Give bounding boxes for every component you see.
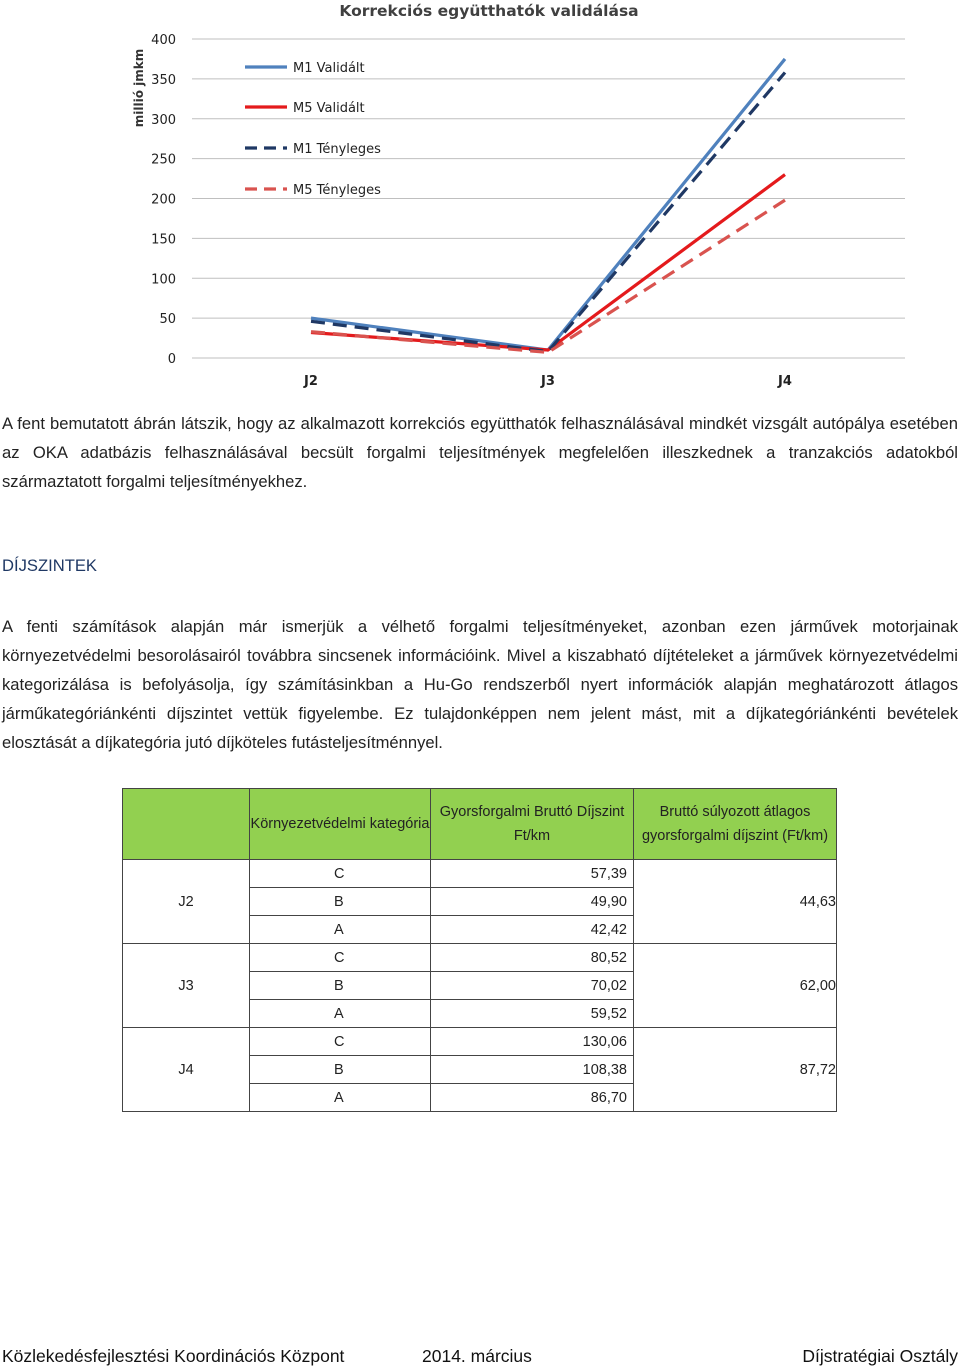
- legend-label: M5 Tényleges: [293, 183, 381, 198]
- y-tick-label: 0: [167, 352, 176, 367]
- fee-cell: 130,06: [431, 1028, 634, 1056]
- table-header-row: [123, 789, 837, 860]
- category-cell: A: [250, 1000, 431, 1028]
- series-line: [311, 72, 785, 351]
- y-tick-label: 250: [151, 152, 176, 168]
- table-row: [123, 1028, 837, 1056]
- fee-cell: 108,38: [431, 1056, 634, 1084]
- fee-cell: 86,70: [431, 1084, 634, 1112]
- category-cell: B: [250, 888, 431, 916]
- paragraph-chart-description: A fent bemutatott ábrán látszik, hogy az alkalmazott korrekciós együtthatók felhasználásával mindkét vizsgált autópálya esetében az OKA adatbázis felhasználásával becsült forgalmi teljesítmények megfelelően illeszkednek a tranzakciós adatokból származtatott forgalmi teljesítményekhez.: [2, 414, 958, 491]
- footer-department: Díjstratégiai Osztály: [802, 1346, 958, 1366]
- category-cell: A: [250, 916, 431, 944]
- fee-cell: 70,02: [431, 972, 634, 1000]
- section-heading: DÍJSZINTEK: [2, 556, 97, 575]
- x-tick-label: J2: [304, 374, 318, 389]
- average-cell: 44,63: [634, 860, 837, 944]
- chart-grid: [192, 39, 905, 358]
- header-road: [123, 789, 250, 860]
- category-cell: B: [250, 972, 431, 1000]
- category-cell: A: [250, 1084, 431, 1112]
- chart-series: [311, 59, 785, 352]
- paragraph-fee-levels: A fenti számítások alapján már ismerjük a vélhető forgalmi teljesítményeket, azonban ezen járművek motorjainak környezetvédelmi besorolásairól továbbra sincsenek információink. Mivel a kiszabható díjtételeket a járművek környezetvédelmi kategorizálása is befolyásolja, így számításinkban a Hu-Go rendszerből nyert információk alapján meghatározott átlagos járműkategóriánkénti díjszintet vettük figyelembe. Ez tulajdonképpen nem jelent mást, mit a díjkategóriánkénti bevételek elosztását a díjkategória jutó díjköteles futásteljesítménnyel.: [2, 617, 958, 752]
- chart-title: Korrekciós együtthatók validálása: [339, 2, 639, 20]
- category-cell: C: [250, 1028, 431, 1056]
- header-gross-fee: Gyorsforgalmi Bruttó Díjszint Ft/km: [431, 789, 634, 860]
- legend-label: M1 Tényleges: [293, 142, 381, 157]
- category-cell: C: [250, 860, 431, 888]
- y-tick-label: 200: [151, 192, 176, 208]
- x-tick-labels: [303, 374, 792, 389]
- footer-date: 2014. március: [422, 1346, 532, 1366]
- y-tick-label: 150: [151, 232, 176, 248]
- table-row: [123, 860, 837, 888]
- fee-cell: 59,52: [431, 1000, 634, 1028]
- fee-cell: 42,42: [431, 916, 634, 944]
- road-cell: J4: [123, 1028, 250, 1112]
- footer-organization: Közlekedésfejlesztési Koordinációs Központ: [2, 1346, 345, 1366]
- x-tick-label: J3: [541, 374, 555, 389]
- chart-legend: [245, 61, 381, 198]
- average-cell: 62,00: [634, 944, 837, 1028]
- table-row: [123, 944, 837, 972]
- y-tick-labels: [151, 33, 176, 367]
- validation-chart: [0, 0, 960, 392]
- y-tick-label: 400: [151, 33, 176, 48]
- page-footer: [0, 1346, 960, 1372]
- series-line: [311, 59, 785, 350]
- series-line: [311, 175, 785, 350]
- fee-cell: 80,52: [431, 944, 634, 972]
- category-cell: C: [250, 944, 431, 972]
- average-cell: 87,72: [634, 1028, 837, 1112]
- category-cell: B: [250, 1056, 431, 1084]
- fee-level-table: [122, 788, 837, 1112]
- x-tick-label: J4: [778, 374, 792, 389]
- header-weighted-average: Bruttó súlyozott átlagos gyorsforgalmi díjszint (Ft/km): [634, 789, 837, 860]
- header-category: Környezetvédelmi kategória: [250, 789, 431, 860]
- fee-cell: 49,90: [431, 888, 634, 916]
- y-tick-label: 300: [151, 112, 176, 128]
- legend-label: M1 Validált: [293, 61, 365, 76]
- y-tick-label: 100: [151, 272, 176, 288]
- fee-cell: 57,39: [431, 860, 634, 888]
- y-tick-label: 350: [151, 72, 176, 88]
- road-cell: J3: [123, 944, 250, 1028]
- road-cell: J2: [123, 860, 250, 944]
- y-tick-label: 50: [159, 312, 176, 328]
- legend-label: M5 Validált: [293, 101, 365, 116]
- y-axis-label: millió jmkm: [132, 48, 146, 128]
